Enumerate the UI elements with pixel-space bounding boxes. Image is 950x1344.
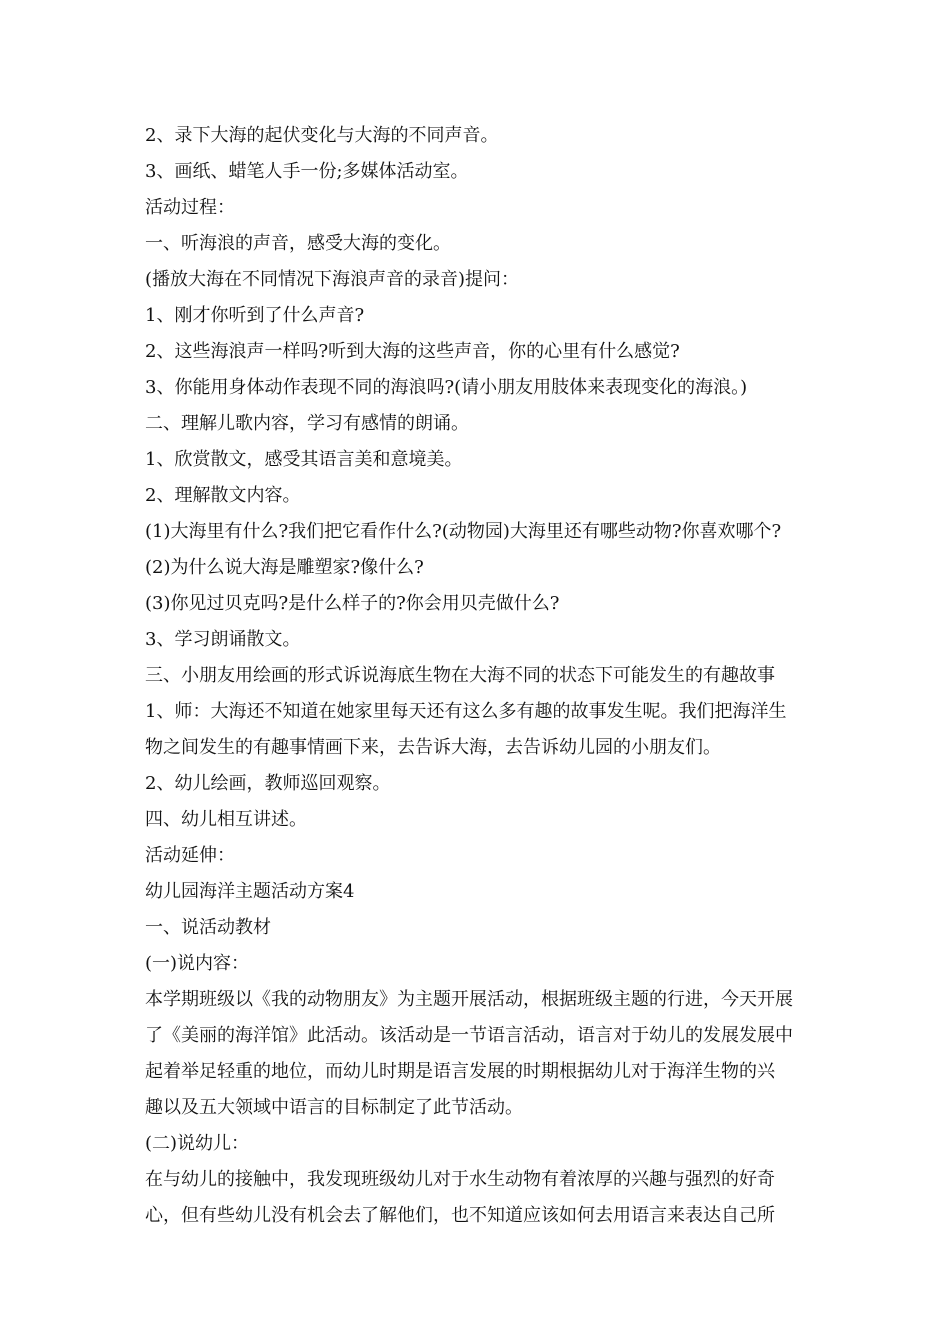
section-heading: 活动延伸： — [145, 845, 235, 866]
text-line: (3)你见过贝克吗?是什么样子的?你会用贝壳做什么? — [145, 593, 560, 614]
section-heading: 一、听海浪的声音，感受大海的变化。 — [145, 233, 451, 254]
text-line: 1、师：大海还不知道在她家里每天还有这么多有趣的故事发生呢。我们把海洋生 — [145, 701, 787, 722]
section-heading: 活动过程： — [145, 197, 235, 218]
text-line: (播放大海在不同情况下海浪声音的录音)提问： — [145, 269, 520, 290]
text-line: 了《美丽的海洋馆》此活动。该活动是一节语言活动，语言对于幼儿的发展发展中 — [145, 1025, 793, 1046]
text-line: 1、欣赏散文，感受其语言美和意境美。 — [145, 449, 463, 470]
text-line: 1、刚才你听到了什么声音? — [145, 305, 365, 326]
text-line: 趣以及五大领域中语言的目标制定了此节活动。 — [145, 1097, 523, 1118]
document-title: 幼儿园海洋主题活动方案4 — [145, 881, 355, 902]
text-line: 3、画纸、蜡笔人手一份;多媒体活动室。 — [145, 161, 469, 182]
text-line: 2、理解散文内容。 — [145, 485, 301, 506]
text-line: 心，但有些幼儿没有机会去了解他们，也不知道应该如何去用语言来表达自己所 — [145, 1205, 775, 1226]
text-line: 3、你能用身体动作表现不同的海浪吗?(请小朋友用肢体来表现变化的海浪。) — [145, 377, 748, 398]
text-line: 起着举足轻重的地位，而幼儿时期是语言发展的时期根据幼儿对于海洋生物的兴 — [145, 1061, 775, 1082]
text-line: 在与幼儿的接触中，我发现班级幼儿对于水生动物有着浓厚的兴趣与强烈的好奇 — [145, 1169, 775, 1190]
text-line: (2)为什么说大海是雕塑家?像什么? — [145, 557, 424, 578]
document-page — [145, 118, 810, 1234]
section-heading: 一、说活动教材 — [145, 917, 271, 938]
text-line: 2、这些海浪声一样吗?听到大海的这些声音，你的心里有什么感觉? — [145, 341, 680, 362]
subsection-heading: (二)说幼儿： — [145, 1133, 250, 1154]
text-line: (1)大海里有什么?我们把它看作什么?(动物园)大海里还有哪些动物?你喜欢哪个? — [145, 521, 782, 542]
section-heading: 二、理解儿歌内容，学习有感情的朗诵。 — [145, 413, 469, 434]
subsection-heading: (一)说内容： — [145, 953, 250, 974]
text-line: 物之间发生的有趣事情画下来，去告诉大海，去告诉幼儿园的小朋友们。 — [145, 737, 721, 758]
text-line: 本学期班级以《我的动物朋友》为主题开展活动，根据班级主题的行进，今天开展 — [145, 989, 793, 1010]
text-line: 3、学习朗诵散文。 — [145, 629, 301, 650]
section-heading: 三、小朋友用绘画的形式诉说海底生物在大海不同的状态下可能发生的有趣故事 — [145, 665, 775, 686]
section-heading: 四、幼儿相互讲述。 — [145, 809, 307, 830]
text-line: 2、幼儿绘画，教师巡回观察。 — [145, 773, 391, 794]
text-line: 2、录下大海的起伏变化与大海的不同声音。 — [145, 125, 499, 146]
